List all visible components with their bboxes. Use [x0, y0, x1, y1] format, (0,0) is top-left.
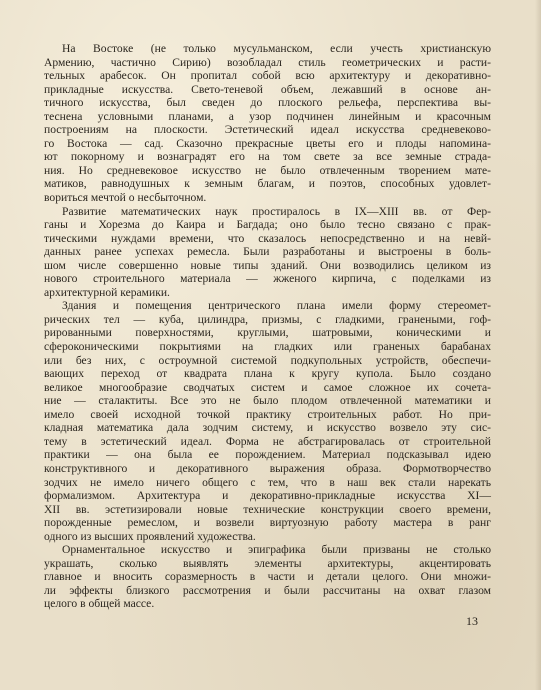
text-line: имело своей исходной точкой практику строительных работ. Но при-	[44, 407, 491, 421]
text-line: конструктивного и декоративного выражения образа. Формотворчество	[44, 461, 491, 475]
paragraph	[44, 42, 491, 205]
text-line: великое многообразие сводчатых систем и самое сложное их сочета-	[44, 380, 491, 394]
text-line: шом числе совершенно новые типы зданий. Они возводились целиком из	[44, 258, 491, 272]
text-line: XII вв. эстетизировали новые технические конструкции своего времени,	[44, 502, 491, 516]
text-line: Армению, частично Сирию) возобладал стиль геометрических и расти-	[44, 55, 491, 69]
text-line: тическими нуждами времени, что сказалось непосредственно и на невй-	[44, 231, 491, 245]
text-line: вающих переход от квадрата плана к кругу купола. Было создано	[44, 367, 491, 381]
text-line: ют покорному и вознаградят его на том свете за все земные страда-	[44, 150, 491, 164]
paragraph	[44, 299, 491, 543]
text-line: прикладные искусства. Свето-теневой объем, лежавший в основе ан-	[44, 82, 491, 96]
text-line: ния. Но средневековое искусство не было отвлеченным творением мате-	[44, 163, 491, 177]
text-line: тичного искусства, был сведен до плоского рельефа, перспектива вы-	[44, 96, 491, 110]
text-line: ние — сталактиты. Все это не было плодом отвлеченной математики и	[44, 394, 491, 408]
paragraph	[44, 543, 491, 611]
text-line: целого в общей массе.	[44, 597, 155, 611]
paragraph	[44, 205, 491, 300]
text-line: данных ранее успехах ремесла. Были разработаны и выстроены в боль-	[44, 245, 491, 259]
page-edge-shadow	[535, 0, 541, 690]
text-line: порожденные ремеслом, и возвели виртуозную работу мастера в ранг	[44, 516, 491, 530]
text-line: или без них, с остроумной системой подкупольных устройств, обеспечи-	[44, 353, 491, 367]
text-line: зодчих не имело ничего общего с тем, что в наш век стали нарекать	[44, 475, 491, 489]
text-line: Развитие математических наук простиралось в IX—XIII вв. от Фер-	[62, 204, 491, 218]
page-number: 13	[466, 614, 478, 628]
text-line: Орнаментальное искусство и эпиграфика были призваны не столько	[62, 543, 491, 557]
text-line: сфероконическими покрытиями на гладких или граненых барабанах	[44, 340, 491, 354]
text-line: украшать, сколько выявлять элементы архитектуры, акцентировать	[44, 556, 491, 570]
text-line: го Востока — сад. Сказочно прекрасные цветы его и плоды напомина-	[44, 136, 491, 150]
text-line: рированными поверхностями, круглыми, шатровыми, коническими и	[44, 326, 491, 340]
text-line: одного из высших проявлений художества.	[44, 529, 256, 543]
text-line: главное и вносить соразмерность в части и детали целого. Они множи-	[44, 570, 491, 584]
text-line: На Востоке (не только мусульманском, если учесть христианскую	[62, 42, 491, 55]
text-line: тему в эстетический идеал. Форма не абстрагировалась от строительной	[44, 434, 491, 448]
text-line: матиков, равнодушных к земным благам, и поэтов, способных удовлет-	[44, 177, 491, 191]
text-line: рических тел — куба, цилиндра, призмы, с гладкими, гранеными, гоф-	[44, 312, 491, 326]
text-line: ли эффекты близкого рассмотрения и были рассчитаны на охват глазом	[44, 583, 491, 597]
text-line: архитектурной керамики.	[44, 285, 170, 299]
text-line: вориться мечтой о несбыточном.	[44, 191, 207, 205]
text-line: Здания и помещения центрического плана имели форму стереомет-	[62, 299, 491, 313]
text-line: тельных арабесок. Он пропитал собой всю архитектуру и декоративно-	[44, 69, 491, 83]
text-line: кладная математика дала зодчим систему, и искусство возвело эту сис-	[44, 421, 491, 435]
text-line: построениям на плоскости. Эстетический идеал искусства средневеково-	[44, 123, 491, 137]
text-line: формализмом. Архитектура и декоративно-прикладные искусства XI—	[44, 489, 491, 503]
text-line: теснена условными планами, а узор подчинен линейным и красочным	[44, 109, 491, 123]
body-text	[44, 42, 491, 611]
text-line: ганы и Хорезма до Каира и Багдада; оно было тесно связано с прак-	[44, 218, 491, 232]
text-line: практики — она была ее порождением. Материал подсказывал идею	[44, 448, 491, 462]
text-line: нового строительного материала — жженого кирпича, с поделками из	[44, 272, 491, 286]
